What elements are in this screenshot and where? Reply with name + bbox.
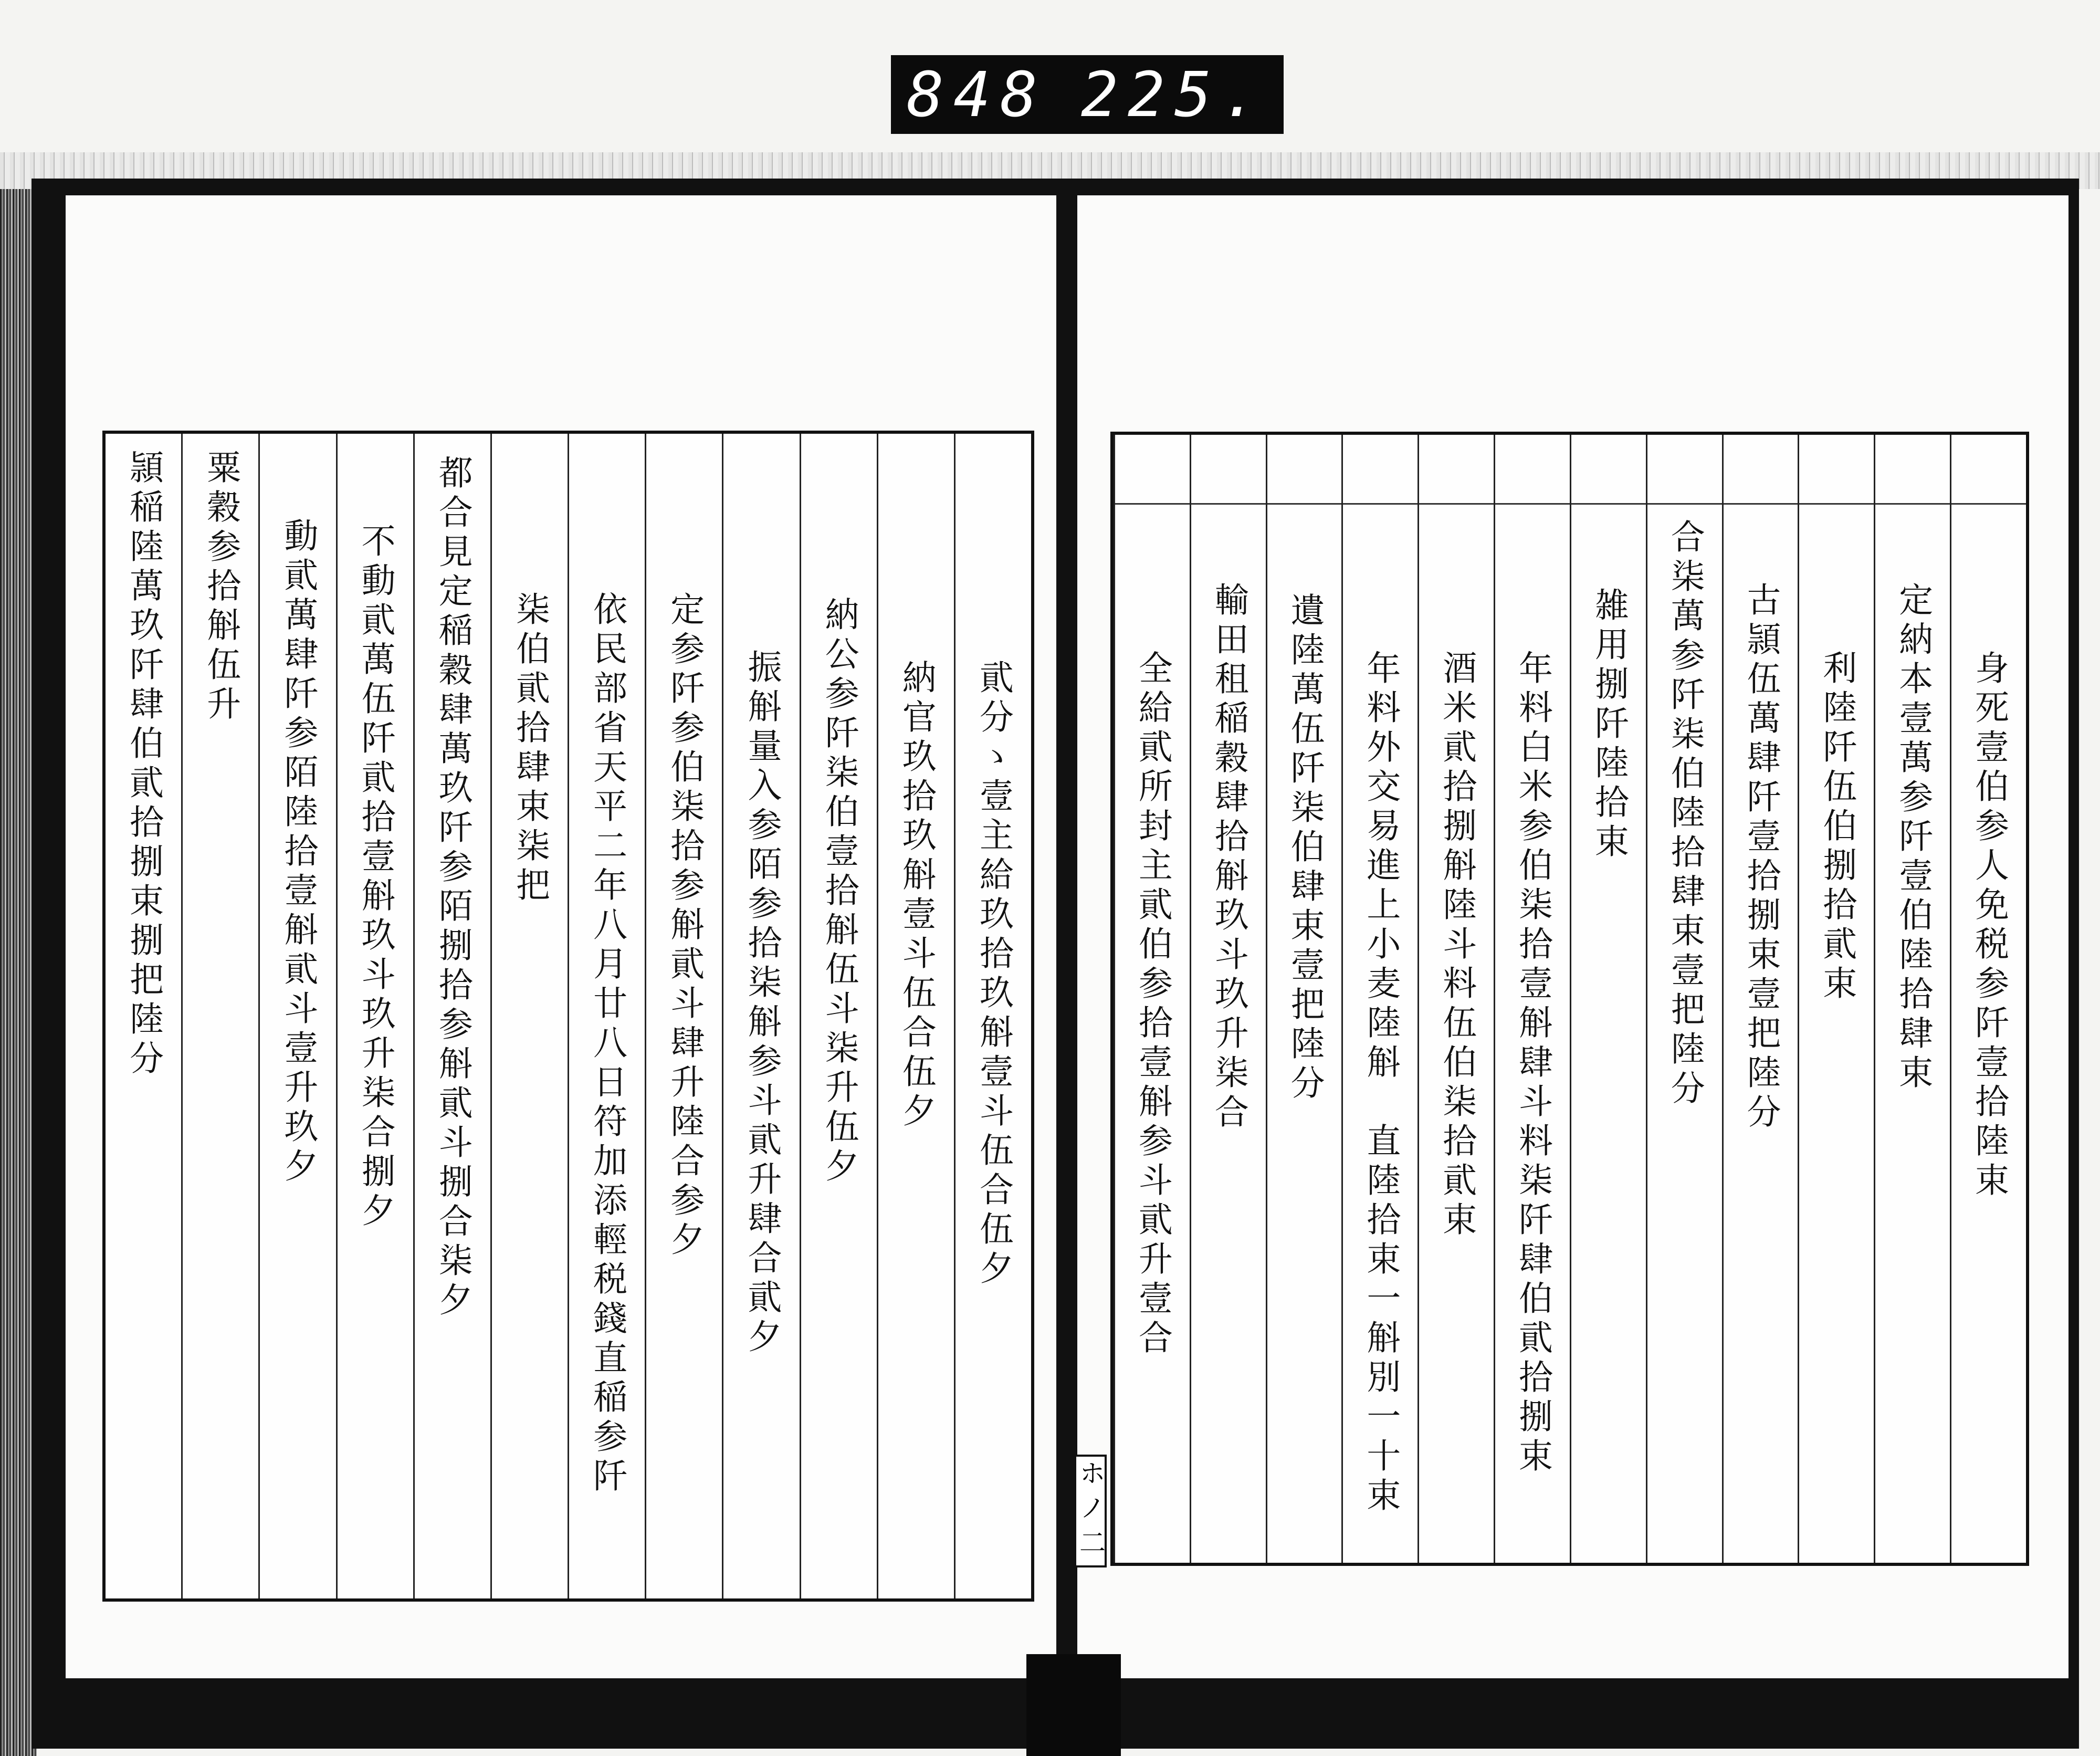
- right-column-11: [1190, 435, 1266, 1563]
- right-column-4: [1722, 435, 1798, 1563]
- left-column-1-text: 貮分ゝ壹主給玖拾玖斛壹斗伍合伍夕: [973, 660, 1013, 1290]
- left-page-grid: [102, 431, 1034, 1602]
- left-column-6-text: 依民部省天平二年八月廿八日符加添輕税錢直稲参阡: [587, 591, 627, 1497]
- right-column-5: [1646, 435, 1722, 1563]
- right-column-1-text: 身死壹伯参人免税参阡壹拾陸束: [1969, 650, 2009, 1201]
- right-column-6-text: 雑用捌阡陸拾束: [1589, 587, 1629, 863]
- left-column-9-text: 不動貮萬伍阡貮拾壹斛玖斗玖升柒合捌夕: [355, 523, 395, 1232]
- left-column-12-text: 頴稲陸萬玖阡肆伯貮拾捌束捌把陸分: [123, 450, 163, 1080]
- left-column-4: [722, 434, 799, 1598]
- right-column-9: [1341, 435, 1418, 1563]
- right-column-10-text: 遺陸萬伍阡柒伯肆束壹把陸分: [1285, 592, 1325, 1104]
- archive-label: [891, 55, 1284, 134]
- right-column-10: [1266, 435, 1342, 1563]
- left-column-1: [954, 434, 1031, 1598]
- left-column-5-text: 定参阡参伯柒拾参斛貮斗肆升陸合参夕: [664, 591, 704, 1261]
- left-column-11: [181, 434, 258, 1598]
- left-column-6: [568, 434, 645, 1598]
- archive-label-right: 225.: [1080, 58, 1268, 131]
- spine-tab: [1026, 1654, 1121, 1756]
- archive-label-left: 848: [907, 58, 1047, 131]
- right-column-7-text: 年料白米参伯柒拾壹斛肆斗料柒阡肆伯貮拾捌束: [1513, 650, 1552, 1477]
- left-column-2-text: 納官玖拾玖斛壹斗伍合伍夕: [896, 660, 936, 1132]
- right-column-3: [1798, 435, 1874, 1563]
- left-column-3-text: 納公参阡柒伯壹拾斛伍斗柒升伍夕: [819, 597, 859, 1187]
- left-column-8: [413, 434, 490, 1598]
- right-column-2: [1874, 435, 1950, 1563]
- right-page-grid: [1110, 432, 2029, 1566]
- right-column-11-text: 輸田租稲穀肆拾斛玖斗玖升柒合: [1209, 582, 1248, 1133]
- right-column-2-text: 定納本壹萬参阡壹伯陸拾肆束: [1893, 582, 1933, 1094]
- right-column-8: [1418, 435, 1494, 1563]
- left-column-10-text: 動貮萬肆阡参陌陸拾壹斛貮斗壹升玖夕: [278, 518, 318, 1187]
- right-column-4-text: 古頴伍萬肆阡壹拾捌束壹把陸分: [1741, 582, 1781, 1133]
- right-column-9-text: 年料外交易進上小麦陸斛 直陸拾束一斛別一十束: [1360, 650, 1400, 1517]
- left-column-10: [258, 434, 335, 1598]
- page-sidebar-label: ホノ二: [1074, 1455, 1107, 1567]
- right-column-6: [1570, 435, 1646, 1563]
- left-column-11-text: 粟穀参拾斛伍升: [201, 450, 240, 725]
- left-column-12: [106, 434, 181, 1598]
- left-column-8-text: 都合見定稲穀肆萬玖阡参陌捌拾参斛貮斗捌合柒夕: [433, 455, 472, 1321]
- right-column-12: [1114, 435, 1190, 1563]
- right-column-5-text: 合柒萬参阡柒伯陸拾肆束壹把陸分: [1665, 519, 1705, 1110]
- left-column-9: [336, 434, 413, 1598]
- right-column-8-text: 酒米貮拾捌斛陸斗料伍伯柒拾貮束: [1436, 650, 1476, 1241]
- right-column-1: [1950, 435, 2026, 1563]
- left-column-7: [490, 434, 568, 1598]
- right-column-12-text: 全給貮所封主貮伯参拾壹斛参斗貮升壹合: [1132, 650, 1172, 1359]
- left-column-5: [645, 434, 722, 1598]
- left-column-7-text: 柒伯貮拾肆束柒把: [510, 591, 550, 906]
- right-column-7: [1494, 435, 1570, 1563]
- left-column-2: [877, 434, 954, 1598]
- left-column-4-text: 振斛量入参陌参拾柒斛参斗貮升肆合貮夕: [741, 649, 781, 1358]
- right-column-3-text: 利陸阡伍伯捌拾貮束: [1816, 650, 1856, 1005]
- left-column-3: [800, 434, 877, 1598]
